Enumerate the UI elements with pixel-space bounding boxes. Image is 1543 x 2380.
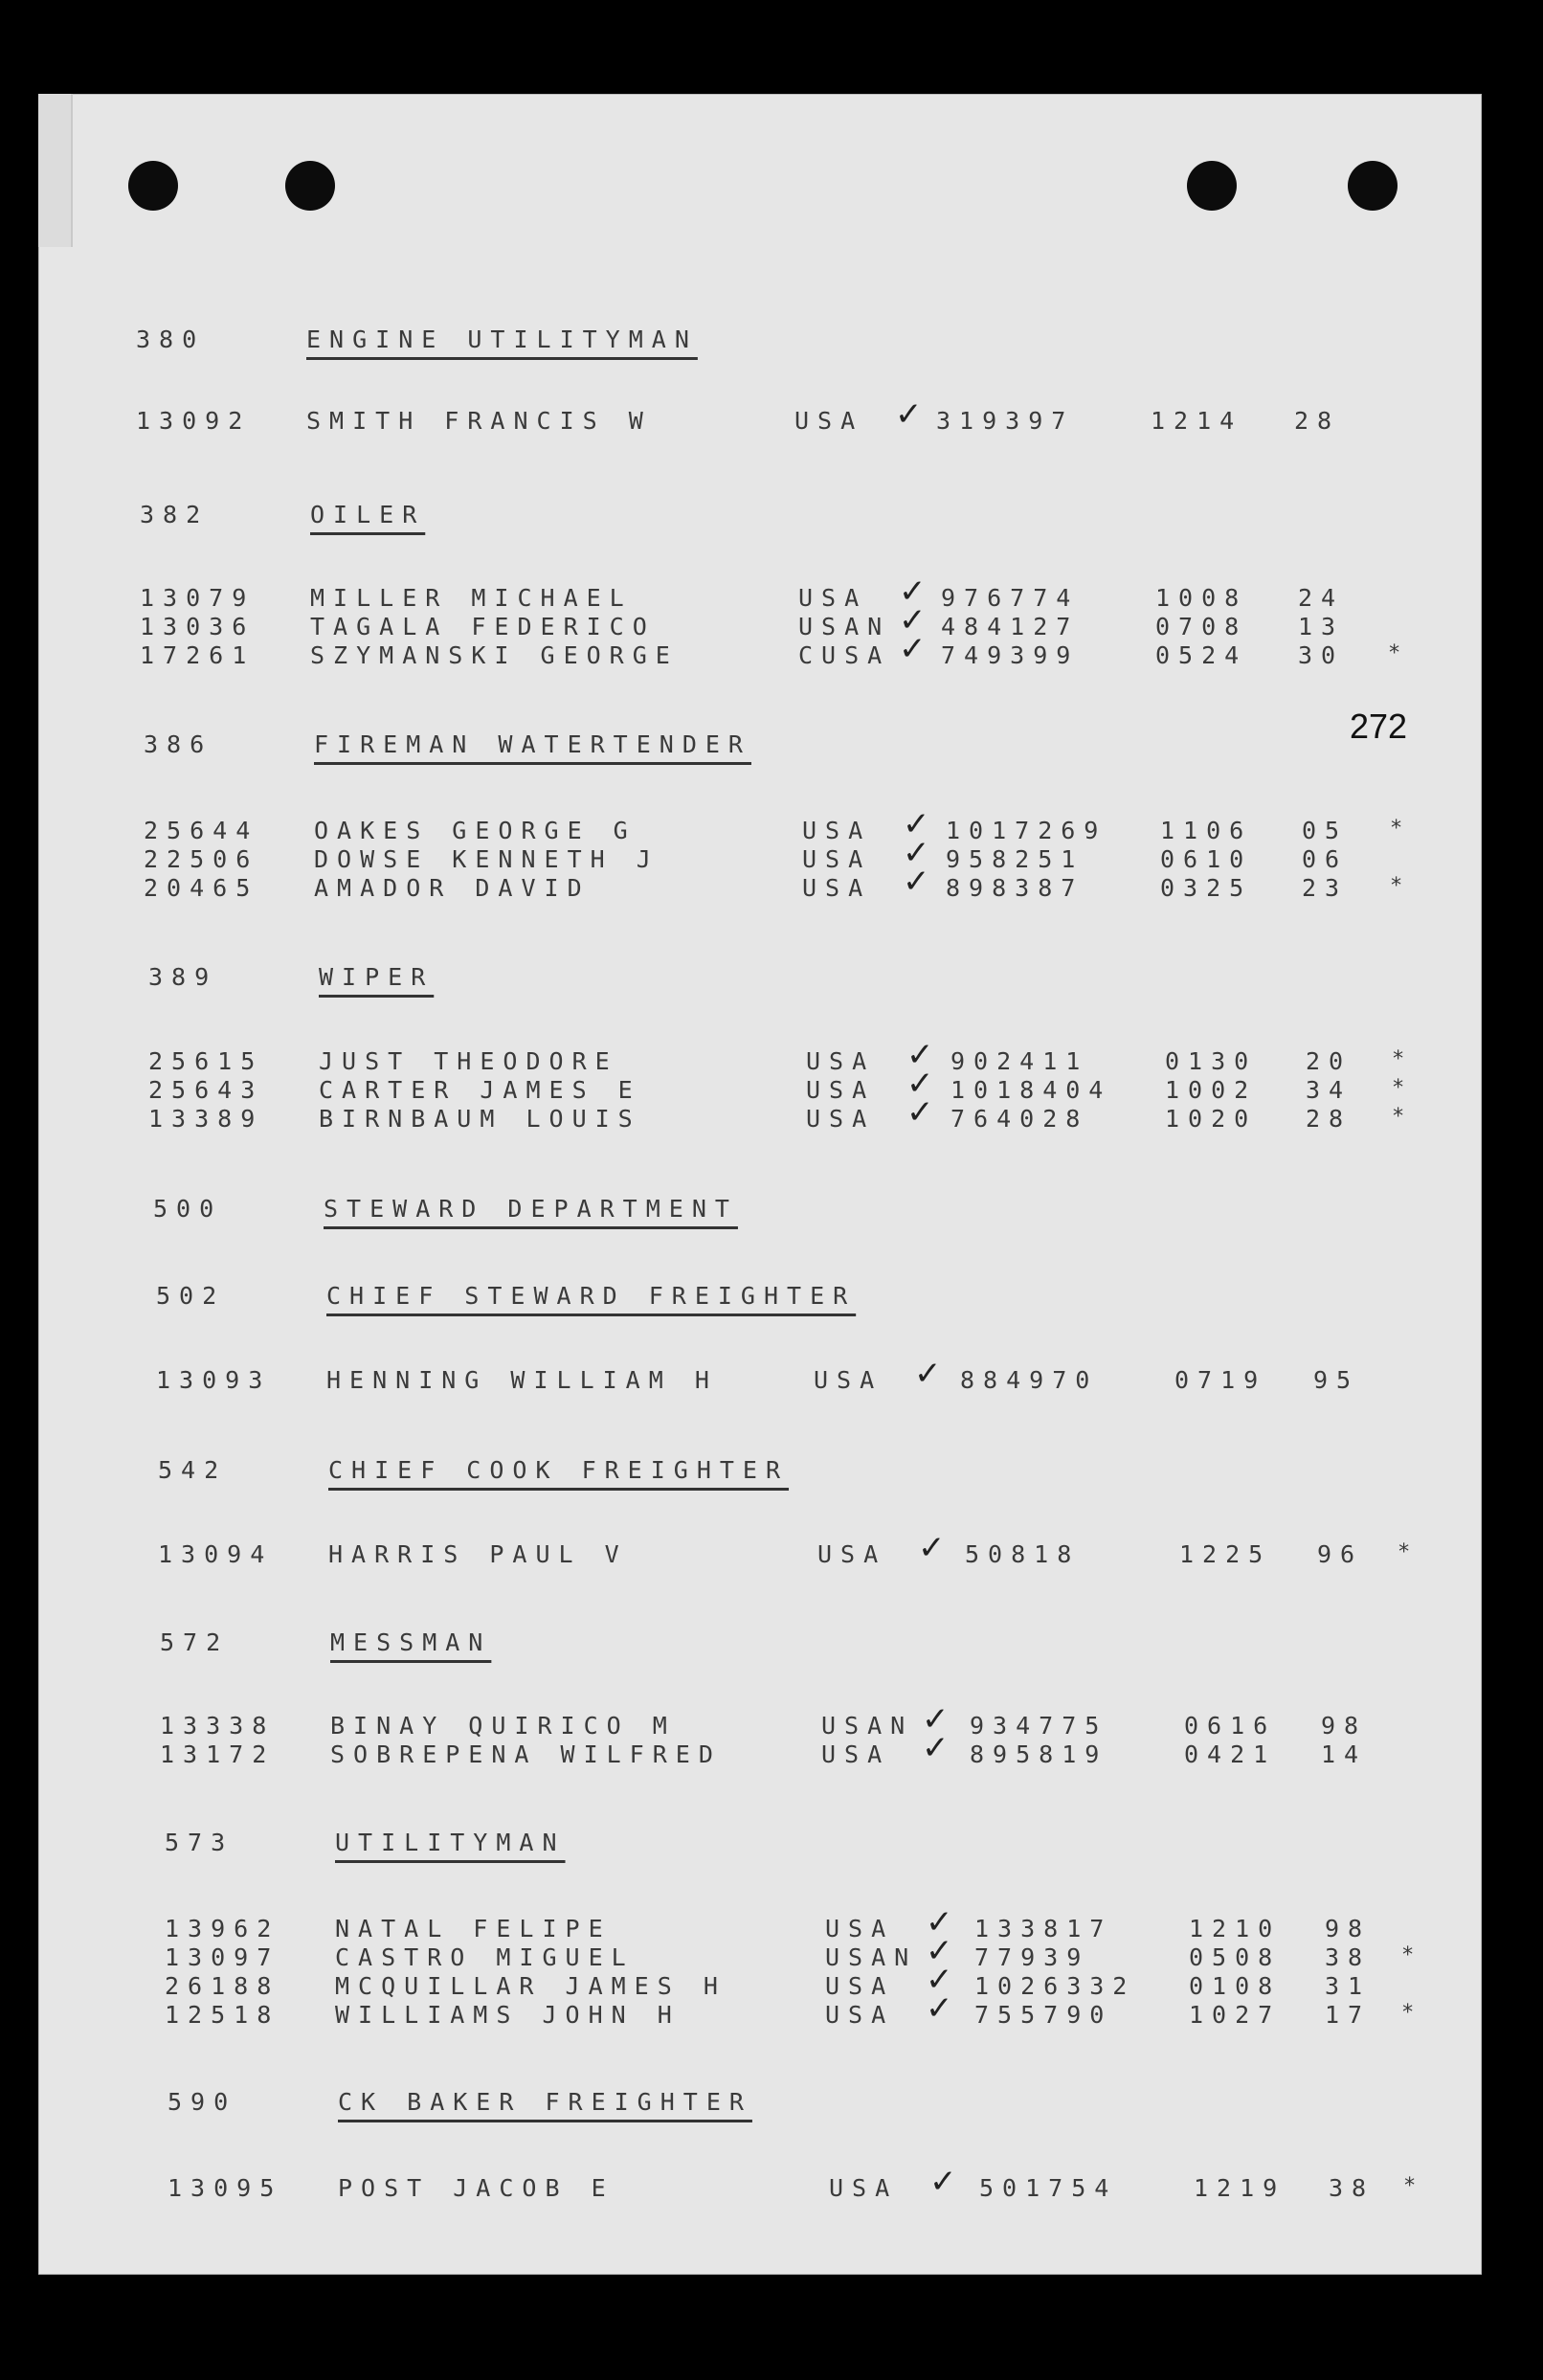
check-mark-icon: ✓ xyxy=(895,395,923,434)
value: 28 xyxy=(1294,407,1341,435)
section-title: ENGINE UTILITYMAN xyxy=(306,326,698,353)
value: 06 xyxy=(1302,845,1349,873)
document-number: 77939 xyxy=(974,1943,1090,1971)
document-number: 755790 xyxy=(974,2001,1113,2029)
document-number: 976774 xyxy=(941,584,1080,612)
citizenship: USA xyxy=(806,1076,876,1104)
asterisk-mark: * xyxy=(1390,874,1412,898)
punch-hole xyxy=(1187,161,1237,211)
crew-entry-row xyxy=(0,1932,1543,1972)
section-code: 502 xyxy=(156,1282,226,1310)
crew-id: 25615 xyxy=(148,1047,264,1075)
date-code: 0325 xyxy=(1160,874,1253,902)
value: 14 xyxy=(1321,1740,1368,1768)
check-mark-icon: ✓ xyxy=(926,1903,953,1942)
crew-id: 13079 xyxy=(140,584,256,612)
date-code: 0421 xyxy=(1184,1740,1277,1768)
crew-entry-row xyxy=(0,1989,1543,2030)
asterisk-mark: * xyxy=(1392,1076,1414,1100)
value: 05 xyxy=(1302,817,1349,844)
document-number: 319397 xyxy=(936,407,1075,435)
check-mark-icon: ✓ xyxy=(926,1961,953,1999)
crew-name: AMADOR DAVID xyxy=(314,874,591,902)
document-number: 749399 xyxy=(941,641,1080,669)
check-mark-icon: ✓ xyxy=(903,805,930,843)
date-code: 0719 xyxy=(1174,1366,1267,1394)
crew-name: HENNING WILLIAM H xyxy=(326,1366,718,1394)
section-header xyxy=(0,501,1543,529)
citizenship: USA xyxy=(802,874,872,902)
asterisk-mark: * xyxy=(1403,2174,1425,2198)
crew-name: NATAL FELIPE xyxy=(335,1915,612,1942)
crew-id: 13389 xyxy=(148,1105,264,1133)
document-number: 898387 xyxy=(946,874,1085,902)
section-title: WIPER xyxy=(319,963,435,991)
citizenship: USA xyxy=(829,2174,899,2202)
asterisk-mark: * xyxy=(1392,1047,1414,1071)
citizenship: USA xyxy=(814,1366,883,1394)
section-title: FIREMAN WATERTENDER xyxy=(314,730,751,758)
section-header xyxy=(0,326,1543,354)
value: 34 xyxy=(1306,1076,1353,1104)
crew-id: 13036 xyxy=(140,613,256,640)
value: 31 xyxy=(1325,1972,1372,2000)
citizenship: USA xyxy=(817,1540,887,1568)
citizenship: USA xyxy=(802,817,872,844)
section-title: CHIEF COOK FREIGHTER xyxy=(328,1456,790,1484)
document-number: 958251 xyxy=(946,845,1085,873)
crew-entry-row xyxy=(0,1961,1543,2001)
section-code: 382 xyxy=(140,501,210,528)
crew-name: CASTRO MIGUEL xyxy=(335,1943,635,1971)
check-mark-icon: ✓ xyxy=(929,2163,957,2201)
document-number: 1018404 xyxy=(950,1076,1112,1104)
crew-entry-row xyxy=(0,863,1543,903)
date-code: 1020 xyxy=(1165,1105,1258,1133)
document-number: 895819 xyxy=(970,1740,1108,1768)
value: 98 xyxy=(1321,1712,1368,1740)
date-code: 1214 xyxy=(1151,407,1243,435)
date-code: 0708 xyxy=(1155,613,1248,640)
value: 38 xyxy=(1329,2174,1375,2202)
value: 38 xyxy=(1325,1943,1372,1971)
citizenship: USA xyxy=(825,1915,895,1942)
check-mark-icon: ✓ xyxy=(903,834,930,872)
value: 20 xyxy=(1306,1047,1353,1075)
section-header xyxy=(0,1456,1543,1485)
date-code: 1225 xyxy=(1179,1540,1272,1568)
crew-name: SOBREPENA WILFRED xyxy=(330,1740,722,1768)
value: 98 xyxy=(1325,1915,1372,1942)
value: 30 xyxy=(1298,641,1345,669)
crew-id: 26188 xyxy=(165,1972,280,2000)
asterisk-mark: * xyxy=(1401,2001,1423,2025)
value: 13 xyxy=(1298,613,1345,640)
crew-name: WILLIAMS JOHN H xyxy=(335,2001,681,2029)
crew-entry-row xyxy=(0,601,1543,641)
asterisk-mark: * xyxy=(1388,641,1410,665)
document-number: 934775 xyxy=(970,1712,1108,1740)
crew-entry-row xyxy=(0,1093,1543,1134)
citizenship: USA xyxy=(798,584,868,612)
citizenship: USA xyxy=(806,1105,876,1133)
section-header xyxy=(0,963,1543,992)
paper-tear-mark xyxy=(38,94,73,247)
crew-entry-row xyxy=(0,1065,1543,1105)
crew-entry-row xyxy=(0,1036,1543,1076)
section-code: 389 xyxy=(148,963,218,991)
document-number: 884970 xyxy=(960,1366,1099,1394)
punch-hole xyxy=(1348,161,1398,211)
date-code: 0610 xyxy=(1160,845,1253,873)
date-code: 1008 xyxy=(1155,584,1248,612)
crew-entry-row xyxy=(0,805,1543,845)
check-mark-icon: ✓ xyxy=(926,1989,953,2028)
section-title: UTILITYMAN xyxy=(335,1829,566,1856)
date-code: 0130 xyxy=(1165,1047,1258,1075)
citizenship: USAN xyxy=(825,1943,918,1971)
crew-entry-row xyxy=(0,1729,1543,1769)
section-code: 572 xyxy=(160,1628,230,1656)
crew-entry-row xyxy=(0,2163,1543,2203)
crew-entry-row xyxy=(0,395,1543,436)
crew-entry-row xyxy=(0,1355,1543,1395)
document-number: 133817 xyxy=(974,1915,1113,1942)
crew-id: 17261 xyxy=(140,641,256,669)
crew-name: BIRNBAUM LOUIS xyxy=(319,1105,641,1133)
crew-id: 22506 xyxy=(144,845,259,873)
document-number: 902411 xyxy=(950,1047,1089,1075)
citizenship: CUSA xyxy=(798,641,891,669)
check-mark-icon: ✓ xyxy=(918,1529,946,1567)
crew-name: MCQUILLAR JAMES H xyxy=(335,1972,727,2000)
section-header xyxy=(0,1282,1543,1311)
document-number: 484127 xyxy=(941,613,1080,640)
asterisk-mark: * xyxy=(1401,1943,1423,1967)
crew-name: BINAY QUIRICO M xyxy=(330,1712,676,1740)
check-mark-icon: ✓ xyxy=(922,1700,950,1739)
crew-entry-row xyxy=(0,834,1543,874)
crew-name: TAGALA FEDERICO xyxy=(310,613,656,640)
document-number: 1026332 xyxy=(974,1972,1136,2000)
crew-name: HARRIS PAUL V xyxy=(328,1540,628,1568)
section-title: OILER xyxy=(310,501,426,528)
date-code: 1219 xyxy=(1194,2174,1286,2202)
crew-id: 13095 xyxy=(168,2174,283,2202)
check-mark-icon: ✓ xyxy=(906,1093,934,1132)
crew-entry-row xyxy=(0,573,1543,613)
section-header xyxy=(0,1829,1543,1857)
crew-entry-row xyxy=(0,1529,1543,1569)
date-code: 0108 xyxy=(1189,1972,1282,2000)
punch-hole xyxy=(128,161,178,211)
crew-id: 25643 xyxy=(148,1076,264,1104)
citizenship: USA xyxy=(794,407,864,435)
crew-name: MILLER MICHAEL xyxy=(310,584,633,612)
document-number: 501754 xyxy=(979,2174,1118,2202)
section-header xyxy=(0,730,1543,759)
check-mark-icon: ✓ xyxy=(903,863,930,901)
citizenship: USA xyxy=(821,1740,891,1768)
section-header xyxy=(0,2088,1543,2117)
crew-id: 13338 xyxy=(160,1712,276,1740)
check-mark-icon: ✓ xyxy=(922,1729,950,1767)
citizenship: USA xyxy=(825,2001,895,2029)
date-code: 1106 xyxy=(1160,817,1253,844)
asterisk-mark: * xyxy=(1392,1105,1414,1129)
section-code: 500 xyxy=(153,1195,223,1223)
section-code: 386 xyxy=(144,730,213,758)
crew-name: SMITH FRANCIS W xyxy=(306,407,652,435)
section-code: 573 xyxy=(165,1829,235,1856)
document-number: 1017269 xyxy=(946,817,1107,844)
crew-id: 13093 xyxy=(156,1366,272,1394)
value: 95 xyxy=(1313,1366,1360,1394)
date-code: 1210 xyxy=(1189,1915,1282,1942)
date-code: 0616 xyxy=(1184,1712,1277,1740)
value: 96 xyxy=(1317,1540,1364,1568)
date-code: 0524 xyxy=(1155,641,1248,669)
check-mark-icon: ✓ xyxy=(906,1036,934,1074)
section-code: 590 xyxy=(168,2088,237,2116)
crew-id: 12518 xyxy=(165,2001,280,2029)
asterisk-mark: * xyxy=(1398,1540,1420,1564)
section-title: CK BAKER FREIGHTER xyxy=(338,2088,752,2116)
value: 17 xyxy=(1325,2001,1372,2029)
citizenship: USAN xyxy=(821,1712,914,1740)
section-code: 380 xyxy=(136,326,206,353)
asterisk-mark: * xyxy=(1390,817,1412,841)
citizenship: USA xyxy=(806,1047,876,1075)
check-mark-icon: ✓ xyxy=(926,1932,953,1970)
section-header xyxy=(0,1195,1543,1224)
section-header xyxy=(0,1628,1543,1657)
section-title: STEWARD DEPARTMENT xyxy=(324,1195,738,1223)
crew-name: DOWSE KENNETH J xyxy=(314,845,660,873)
date-code: 1002 xyxy=(1165,1076,1258,1104)
citizenship: USAN xyxy=(798,613,891,640)
date-code: 1027 xyxy=(1189,2001,1282,2029)
crew-name: JUST THEODORE xyxy=(319,1047,618,1075)
date-code: 0508 xyxy=(1189,1943,1282,1971)
section-title: CHIEF STEWARD FREIGHTER xyxy=(326,1282,857,1310)
crew-id: 13962 xyxy=(165,1915,280,1942)
page-number: 272 xyxy=(1350,707,1408,746)
punch-hole xyxy=(285,161,335,211)
crew-id: 13097 xyxy=(165,1943,280,1971)
document-number: 50818 xyxy=(965,1540,1081,1568)
check-mark-icon: ✓ xyxy=(899,630,927,668)
value: 24 xyxy=(1298,584,1345,612)
crew-name: OAKES GEORGE G xyxy=(314,817,637,844)
crew-entry-row xyxy=(0,630,1543,670)
check-mark-icon: ✓ xyxy=(899,573,927,611)
section-code: 542 xyxy=(158,1456,228,1484)
section-title: MESSMAN xyxy=(330,1628,492,1656)
crew-id: 13094 xyxy=(158,1540,274,1568)
check-mark-icon: ✓ xyxy=(914,1355,942,1393)
value: 23 xyxy=(1302,874,1349,902)
crew-name: POST JACOB E xyxy=(338,2174,615,2202)
crew-entry-row xyxy=(0,1700,1543,1740)
crew-id: 20465 xyxy=(144,874,259,902)
value: 28 xyxy=(1306,1105,1353,1133)
crew-name: CARTER JAMES E xyxy=(319,1076,641,1104)
crew-name: SZYMANSKI GEORGE xyxy=(310,641,679,669)
document-number: 764028 xyxy=(950,1105,1089,1133)
check-mark-icon: ✓ xyxy=(899,601,927,640)
crew-id: 13172 xyxy=(160,1740,276,1768)
crew-id: 13092 xyxy=(136,407,252,435)
citizenship: USA xyxy=(825,1972,895,2000)
citizenship: USA xyxy=(802,845,872,873)
check-mark-icon: ✓ xyxy=(906,1065,934,1103)
crew-id: 25644 xyxy=(144,817,259,844)
crew-entry-row xyxy=(0,1903,1543,1943)
